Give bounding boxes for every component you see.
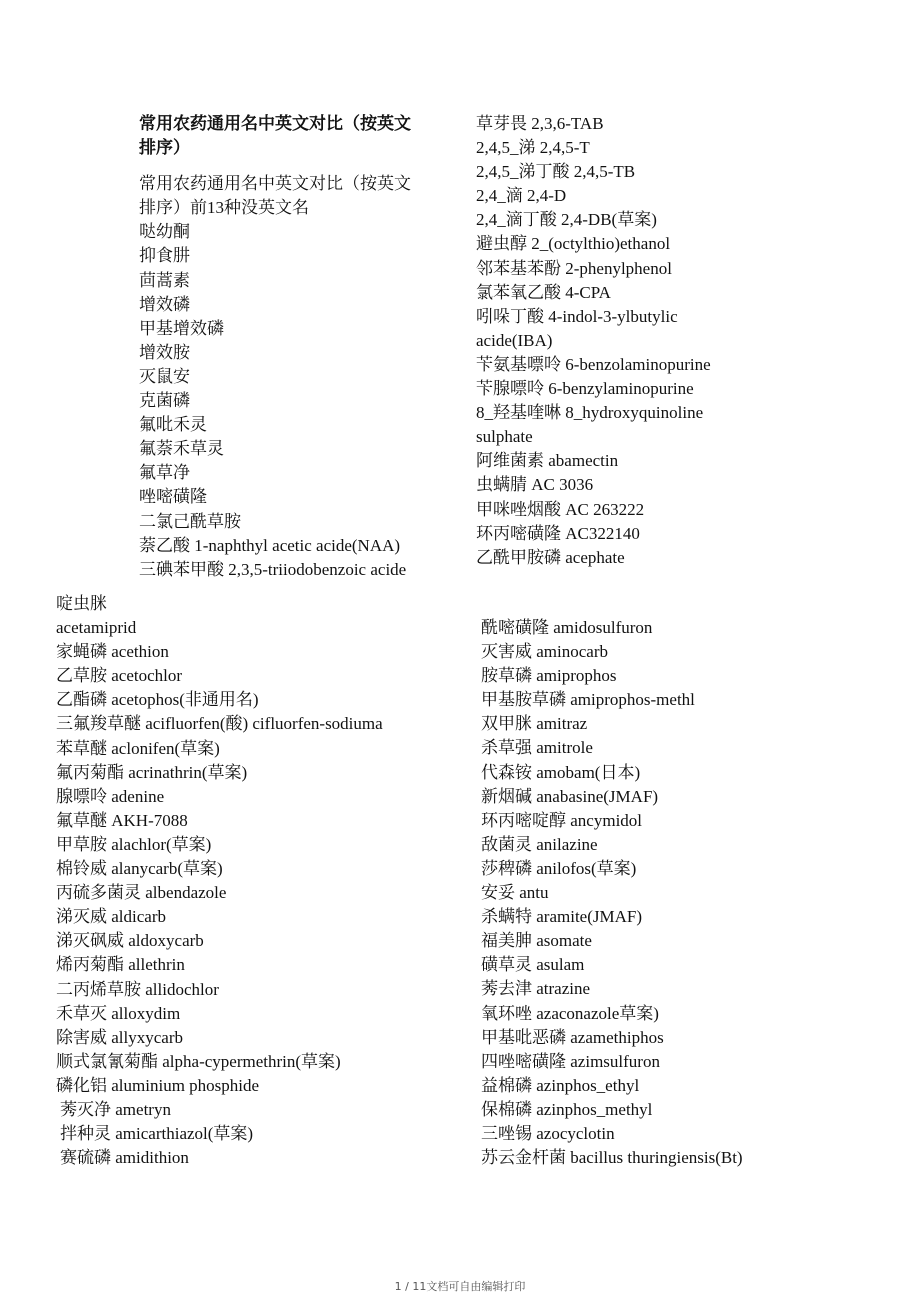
list-item: 乙草胺 acetochlor [56, 666, 183, 686]
list-item: acide(IBA) [476, 330, 553, 350]
list-item: 8_羟基喹啉 8_hydroxyquinoline [476, 403, 704, 423]
list-item: 灭鼠安 [139, 366, 190, 386]
list-item: 苄腺嘌呤 6-benzylaminopurine [476, 379, 694, 399]
list-item: 益棉磷 azinphos_ethyl [481, 1075, 640, 1095]
list-item: 酰嘧磺隆 amidosulfuron [481, 618, 653, 637]
list-item: 三唑锡 azocyclotin [481, 1123, 615, 1143]
list-item: 乙酯磷 acetophos(非通用名) [56, 690, 259, 710]
bottom-left-list [56, 592, 476, 1098]
list-item: 抑食肼 [139, 246, 190, 266]
list-item: 四唑嘧磺隆 azimsulfuron [481, 1051, 660, 1071]
list-item: 甲咪唑烟酸 AC 263222 [476, 499, 645, 519]
list-item: 氟草净 [139, 463, 190, 483]
bottom-left-indented-list [56, 1098, 476, 1170]
top-right-list [476, 112, 896, 570]
list-item: 苯草醚 aclonifen(草案) [56, 738, 220, 758]
list-item: 氧环唑 azaconazole草案) [481, 1003, 659, 1023]
top-right-column [476, 112, 896, 570]
list-item: 苏云金杆菌 bacillus thuringiensis(Bt) [481, 1148, 743, 1168]
list-item: 保棉磷 azinphos_methyl [481, 1099, 653, 1119]
list-item: 2,4_滴丁酸 2,4-DB(草案) [476, 210, 657, 230]
list-item: 邻苯基苯酚 2-phenylphenol [476, 258, 672, 278]
list-item: 哒幼酮 [139, 222, 190, 242]
bottom-right-list [481, 616, 901, 1170]
list-item: 赛硫磷 amidithion [60, 1148, 189, 1168]
list-item: 除害威 allyxycarb [56, 1027, 183, 1047]
list-item: 甲草胺 alachlor(草案) [56, 834, 212, 854]
list-item: 环丙嘧磺隆 AC322140 [476, 523, 640, 543]
subtitle-line: 排序）前13种没英文名 [139, 198, 309, 218]
list-item: 虫螨腈 AC 3036 [476, 475, 594, 495]
list-item: 腺嘌呤 adenine [56, 786, 165, 806]
list-item: 莠去津 atrazine [481, 979, 591, 999]
list-item: 甲基吡恶磷 azamethiphos [481, 1027, 664, 1047]
list-item: 甲基胺草磷 amiprophos-methl [481, 690, 695, 710]
list-item: 阿维菌素 abamectin [476, 451, 619, 471]
list-item: 氟萘禾草灵 [139, 439, 224, 459]
list-item: 磷化铝 aluminium phosphide [56, 1075, 260, 1095]
list-item: 吲哚丁酸 4-indol-3-ylbutylic [476, 306, 678, 326]
list-item: 2,4,5_涕丁酸 2,4,5-TB [476, 162, 636, 182]
list-item: 草芽畏 2,3,6-TAB [476, 114, 604, 133]
top-left-column [139, 112, 459, 582]
list-item: 2,4,5_涕 2,4,5-T [476, 138, 590, 158]
title-line: 常用农药通用名中英文对比（按英文 [139, 114, 411, 133]
no-english-list [139, 220, 459, 581]
list-item: 氟吡禾灵 [139, 415, 207, 435]
list-item: 氟草醚 AKH-7088 [56, 810, 188, 830]
list-item: 敌菌灵 anilazine [481, 834, 598, 854]
list-item: 三碘苯甲酸 2,3,5-triiodobenzoic acide [139, 559, 407, 579]
bottom-right-column [481, 616, 901, 1170]
list-item: 氟丙菊酯 acrinathrin(草案) [56, 762, 248, 782]
list-item: 新烟碱 anabasine(JMAF) [481, 786, 659, 806]
list-item: 三氟羧草醚 acifluorfen(酸) cifluorfen-sodiuma [56, 714, 383, 734]
list-item: 家蝇磷 acethion [56, 642, 169, 662]
list-item: 二氯己酰草胺 [139, 511, 241, 531]
list-item: sulphate [476, 427, 533, 447]
page-footer: 1 / 11文档可自由编辑打印 [394, 1280, 526, 1293]
list-item: 啶虫脒 [56, 594, 107, 613]
list-item: 乙酰甲胺磷 acephate [476, 547, 625, 567]
subtitle-line: 常用农药通用名中英文对比（按英文 [139, 174, 411, 194]
list-item: 代森铵 amobam(日本) [481, 762, 641, 782]
list-item: 唑嘧磺隆 [139, 487, 207, 507]
list-item: 胺草磷 amiprophos [481, 666, 617, 686]
document-title [139, 112, 459, 160]
list-item: acetamiprid [56, 618, 137, 638]
list-item: 烯丙菊酯 allethrin [56, 955, 185, 975]
list-item: 棉铃威 alanycarb(草案) [56, 859, 223, 879]
list-item: 双甲脒 amitraz [481, 714, 588, 734]
list-item: 安妥 antu [481, 883, 549, 903]
list-item: 福美胂 asomate [481, 931, 592, 951]
list-item: 莎稗磷 anilofos(草案) [481, 858, 637, 878]
list-item: 灭害威 aminocarb [481, 642, 608, 662]
list-item: 杀草强 amitrole [481, 738, 593, 758]
list-item: 避虫醇 2_(octylthio)ethanol [476, 234, 671, 254]
list-item: 杀螨特 aramite(JMAF) [481, 907, 643, 927]
list-item: 苄氨基嘌呤 6-benzolaminopurine [476, 354, 711, 374]
title-line: 排序） [139, 138, 190, 158]
list-item: 甲基增效磷 [139, 318, 224, 338]
list-item: 顺式氯氰菊酯 alpha-cypermethrin(草案) [56, 1051, 341, 1071]
list-item: 环丙嘧啶醇 ancymidol [481, 810, 643, 830]
list-item: 氯苯氧乙酸 4-CPA [476, 282, 611, 302]
list-item: 拌种灵 amicarthiazol(草案) [60, 1124, 254, 1144]
list-item: 克菌磷 [139, 391, 190, 411]
list-item: 2,4_滴 2,4-D [476, 186, 567, 206]
list-item: 增效胺 [139, 342, 190, 362]
list-item: 萘乙酸 1-naphthyl acetic acide(NAA) [139, 535, 401, 555]
list-item: 磺草灵 asulam [481, 955, 585, 975]
document-subtitle [139, 172, 459, 220]
list-item: 茴蒿素 [139, 270, 190, 290]
list-item: 涕灭威 aldicarb [56, 907, 166, 927]
list-item: 禾草灭 alloxydim [56, 1003, 181, 1023]
list-item: 涕灭砜威 aldoxycarb [56, 931, 204, 951]
list-item: 丙硫多菌灵 albendazole [56, 883, 227, 903]
bottom-left-column [56, 592, 476, 1170]
list-item: 增效磷 [139, 294, 190, 314]
list-item: 莠灭净 ametryn [60, 1099, 171, 1119]
list-item: 二丙烯草胺 allidochlor [56, 979, 219, 999]
